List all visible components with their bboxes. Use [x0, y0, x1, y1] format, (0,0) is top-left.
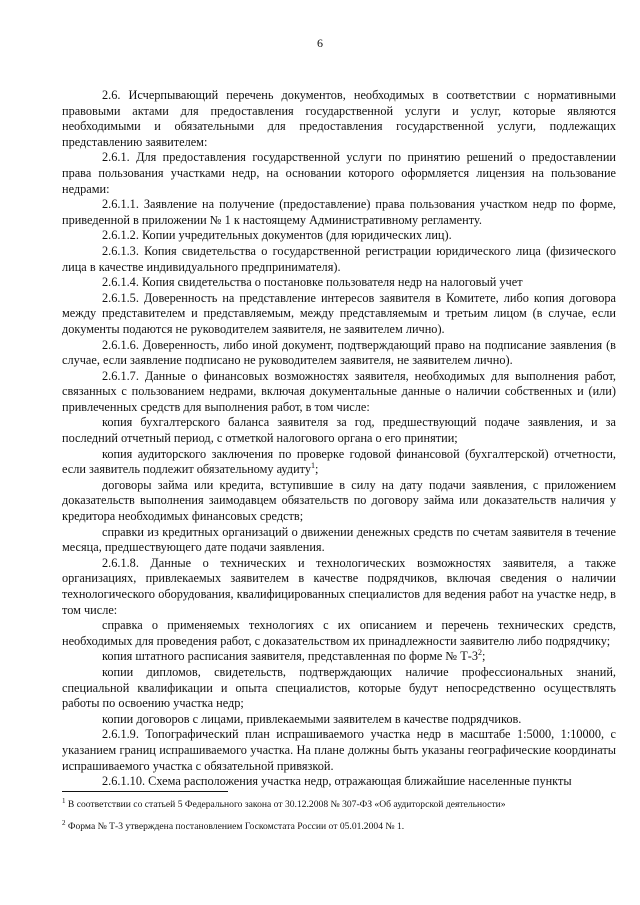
- footnote-mark: 2: [62, 818, 66, 827]
- paragraph: 2.6.1.6. Доверенность, либо иной документ, подтверждающий право на подписание заявления (в случае, если заявление подписано не руководителем заявителя, не заявителем лично).: [62, 337, 616, 368]
- paragraph: 2.6.1.10. Схема расположения участка недр, отражающая ближайшие населенные пункты: [102, 774, 572, 789]
- paragraph: копия бухгалтерского баланса заявителя за год, предшествующий подаче заявления, и за последний отчетный период, с отметкой налогового органа о его принятии;: [62, 415, 616, 446]
- paragraph-tail: ;: [481, 649, 486, 664]
- footnote-divider: [62, 791, 228, 792]
- paragraph: копии дипломов, свидетельств, подтверждающих наличие профессиональных знаний, специальной квалификации и опыта специалистов, которые будут непосредственно осуществлять работы по освоению участка недр;: [62, 664, 616, 711]
- paragraph: 2.6.1.5. Доверенность на представление интересов заявителя в Комитете, либо копия договора между представителем и представляемым, между представляемым и третьим лицом (в случае, если документы подаются не руководителем заявителя, не заявителем лично).: [62, 290, 616, 336]
- page-number: 6: [317, 36, 323, 50]
- paragraph-tail: ;: [315, 462, 319, 477]
- footnote-text: В соответствии со статьей 5 Федерального закона от 30.12.2008 № 307-ФЗ «Об аудиторской деятельности»: [67, 799, 506, 810]
- footnote: [62, 818, 622, 833]
- footnote-ref: 1: [311, 461, 316, 471]
- paragraph: справки из кредитных организаций о движении денежных средств по счетам заявителя в течение месяца, предшествующего дате подачи заявления.: [62, 524, 616, 555]
- paragraph: 2.6. Исчерпывающий перечень документов, необходимых в соответствии с нормативными правовыми актами для предоставления государственной услуги и услуг, которые являются необходимыми и обязательными для предоставления государственной услуги, подлежащих представлению заявителем:: [62, 88, 616, 149]
- paragraph-with-footnote: [62, 649, 616, 665]
- footnote-text: Форма № Т-3 утверждена постановлением Госкомстата России от 05.01.2004 № 1.: [67, 821, 405, 832]
- document-body: [62, 88, 616, 790]
- paragraph: договоры займа или кредита, вступившие в силу на дату подачи заявления, с приложением доказательств выполнения заимодавцем обязательств по договору займа или доказательств наличия у кредитора необходимых финансовых средств;: [62, 477, 616, 524]
- paragraph: 2.6.1.7. Данные о финансовых возможностях заявителя, необходимых для выполнения работ, связанных с пользованием недрами, включая документальные данные о наличии собственных и (или) привлеченных средств для выполнения работ, в том числе:: [62, 368, 616, 414]
- paragraph: 2.6.1.4. Копия свидетельства о постановке пользователя недр на налоговый учет: [102, 275, 523, 290]
- paragraph: 2.6.1.1. Заявление на получение (предоставление) права пользования участком недр по форме, приведенной в приложении № 1 к настоящему Административному регламенту.: [62, 197, 616, 227]
- paragraph: 2.6.1. Для предоставления государственной услуги по принятию решений о предоставлении права пользования участками недр, на основании которого оформляется лицензия на пользование недрами:: [62, 150, 616, 196]
- paragraph: справка о применяемых технологиях с их описанием и перечень технических средств, необходимых для проведения работ, с доказательством их принадлежности заявителю либо подрядчику;: [62, 618, 616, 648]
- paragraph: 2.6.1.3. Копия свидетельства о государственной регистрации юридического лица (физического лица в качестве индивидуального предпринимателя).: [62, 243, 616, 274]
- paragraph-with-footnote: [62, 447, 616, 478]
- paragraph-text: копия аудиторского заключения по проверке годовой финансовой (бухгалтерской) отчетности, если заявитель подлежит обязательному аудиту: [62, 446, 616, 477]
- footnote-ref: 2: [477, 648, 482, 658]
- paragraph: 2.6.1.2. Копии учредительных документов (для юридических лиц).: [102, 228, 452, 243]
- paragraph: 2.6.1.9. Топографический план испрашиваемого участка недр в масштабе 1:5000, 1:10000, с указанием границ испрашиваемого участка. На плане должны быть указаны географические координаты испрашиваемого участка с обязательной привязкой.: [62, 727, 616, 773]
- paragraph: 2.6.1.8. Данные о технических и технологических возможностях заявителя, а также организациях, привлекаемых заявителем в качестве подрядчиков, включая сведения о наличии технологического оборудования, квалифицированных специалистов для ведения работ на участке недр, в том числе:: [62, 555, 616, 617]
- paragraph: копии договоров с лицами, привлекаемыми заявителем в качестве подрядчиков.: [102, 711, 522, 726]
- footnote: [62, 796, 622, 811]
- paragraph-text: копия штатного расписания заявителя, представленная по форме № Т-3: [102, 649, 478, 664]
- footnote-mark: 1: [62, 796, 66, 805]
